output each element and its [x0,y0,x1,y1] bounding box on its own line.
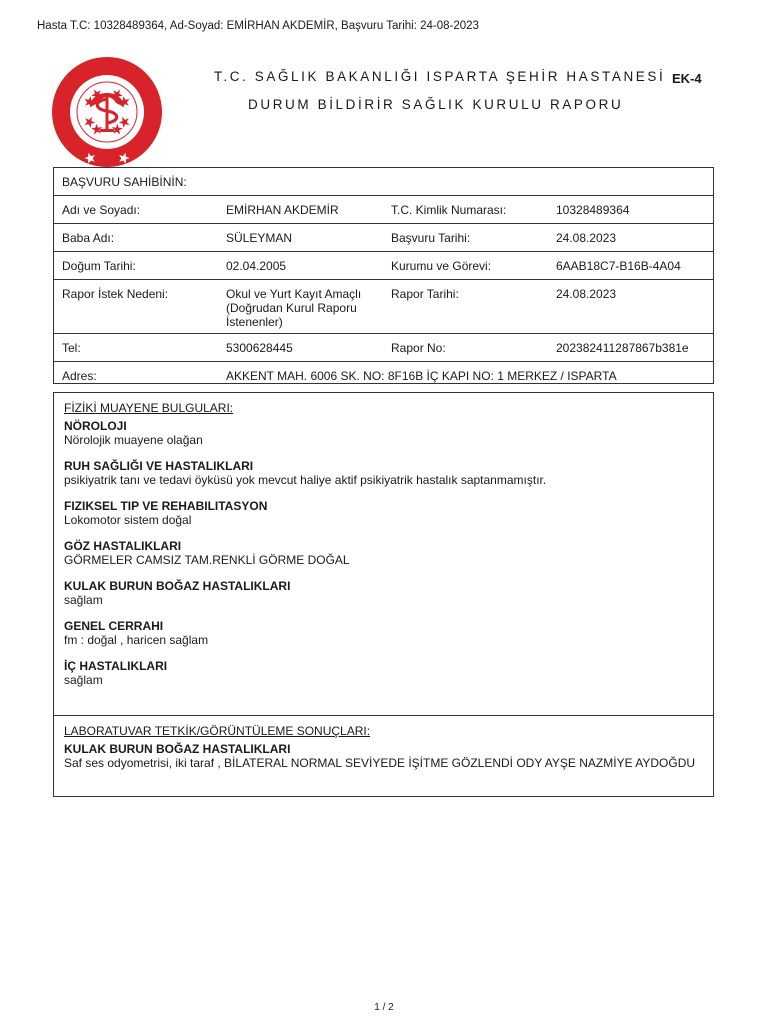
name-value: EMİRHAN AKDEMİR [226,203,339,217]
hospital-name: T.C. SAĞLIK BAKANLIĞI ISPARTA ŞEHİR HASTANESİ [214,69,666,84]
exam-finding: Lokomotor sistem doğal [64,513,192,527]
form-code: EK-4 [672,71,702,86]
exam-department: İÇ HASTALIKLARI [64,659,168,673]
exam-finding: sağlam [64,673,103,687]
lab-results-section [54,716,713,786]
list-item [64,579,703,607]
exam-department: GENEL CERRAHI [64,619,164,633]
table-row [54,252,713,280]
father-value: SÜLEYMAN [226,231,293,245]
tel-value: 5300628445 [226,341,293,355]
address-value: AKKENT MAH. 6006 SK. NO: 8F16B İÇ KAPI NO: 1 MERKEZ / ISPARTA [226,369,617,383]
lab-finding: Saf ses odyometrisi, iki taraf , BİLATERAL NORMAL SEVİYEDE İŞİTME GÖZLENDİ ODY AYŞE NAZMİYE AYDOĞDU [64,756,696,770]
report-name: DURUM BİLDİRİR SAĞLIK KURULU RAPORU [248,97,624,112]
list-item [64,419,703,447]
list-item [64,499,703,527]
ministry-seal-logo [50,55,164,169]
exam-finding: GÖRMELER CAMSIZ TAM.RENKLİ GÖRME DOĞAL [64,553,350,567]
father-label: Baba Adı: [62,231,115,245]
table-row [54,224,713,252]
table-row [54,196,713,224]
report-no-value: 202382411287867b381e [556,341,689,355]
institution-label: Kurumu ve Görevi: [391,259,492,273]
exam-department: KULAK BURUN BOĞAZ HASTALIKLARI [64,579,291,593]
exam-department: NÖROLOJI [64,419,127,433]
applicant-section-title: BAŞVURU SAHİBİNİN: [62,175,187,189]
application-date-label: Başvuru Tarihi: [391,231,471,245]
report-date-value: 24.08.2023 [556,287,617,301]
exam-department: RUH SAĞLIĞI VE HASTALIKLARI [64,459,254,473]
name-label: Adı ve Soyadı: [62,203,141,217]
list-item [64,742,703,770]
application-date-value: 24.08.2023 [556,231,617,245]
exam-department: FIZIKSEL TIP VE REHABILITASYON [64,499,268,513]
report-date-label: Rapor Tarihi: [391,287,459,301]
address-label: Adres: [62,369,97,383]
physical-exam-title: FİZİKİ MUAYENE BULGULARI: [64,401,234,415]
reason-value: Okul ve Yurt Kayıt Amaçlı (Doğrudan Kurul Raporu İstenenler) [226,287,362,329]
list-item [64,539,703,567]
tc-value: 10328489364 [556,203,630,217]
reason-label: Rapor İstek Nedeni: [62,287,169,301]
page-indicator: 1 / 2 [374,1002,394,1013]
exam-department: GÖZ HASTALIKLARI [64,539,182,553]
exam-finding: fm : doğal , haricen sağlam [64,633,209,647]
table-row [54,362,713,389]
exam-finding: sağlam [64,593,103,607]
exam-finding: psikiyatrik tanı ve tedavi öyküsü yok mevcut haliye aktif psikiyatrik hastalık saptanmamıştır. [64,473,547,487]
table-row [54,280,713,334]
birth-date-label: Doğum Tarihi: [62,259,136,273]
lab-department: KULAK BURUN BOĞAZ HASTALIKLARI [64,742,291,756]
findings-box [53,392,714,797]
physical-exam-section [54,393,713,716]
applicant-section-row [54,168,713,196]
table-row [54,334,713,362]
applicant-info-table [53,167,714,384]
exam-finding: Nörolojik muayene olağan [64,433,203,447]
tel-label: Tel: [62,341,81,355]
institution-value: 6AAB18C7-B16B-4A04 [556,259,681,273]
list-item [64,619,703,647]
list-item [64,459,703,487]
list-item [64,659,703,687]
patient-header-line: Hasta T.C: 10328489364, Ad-Soyad: EMİRHAN AKDEMİR, Başvuru Tarihi: 24-08-2023 [37,20,479,32]
tc-label: T.C. Kimlik Numarası: [391,203,507,217]
birth-date-value: 02.04.2005 [226,259,287,273]
report-no-label: Rapor No: [391,341,446,355]
lab-results-title: LABORATUVAR TETKİK/GÖRÜNTÜLEME SONUÇLARI: [64,724,371,738]
